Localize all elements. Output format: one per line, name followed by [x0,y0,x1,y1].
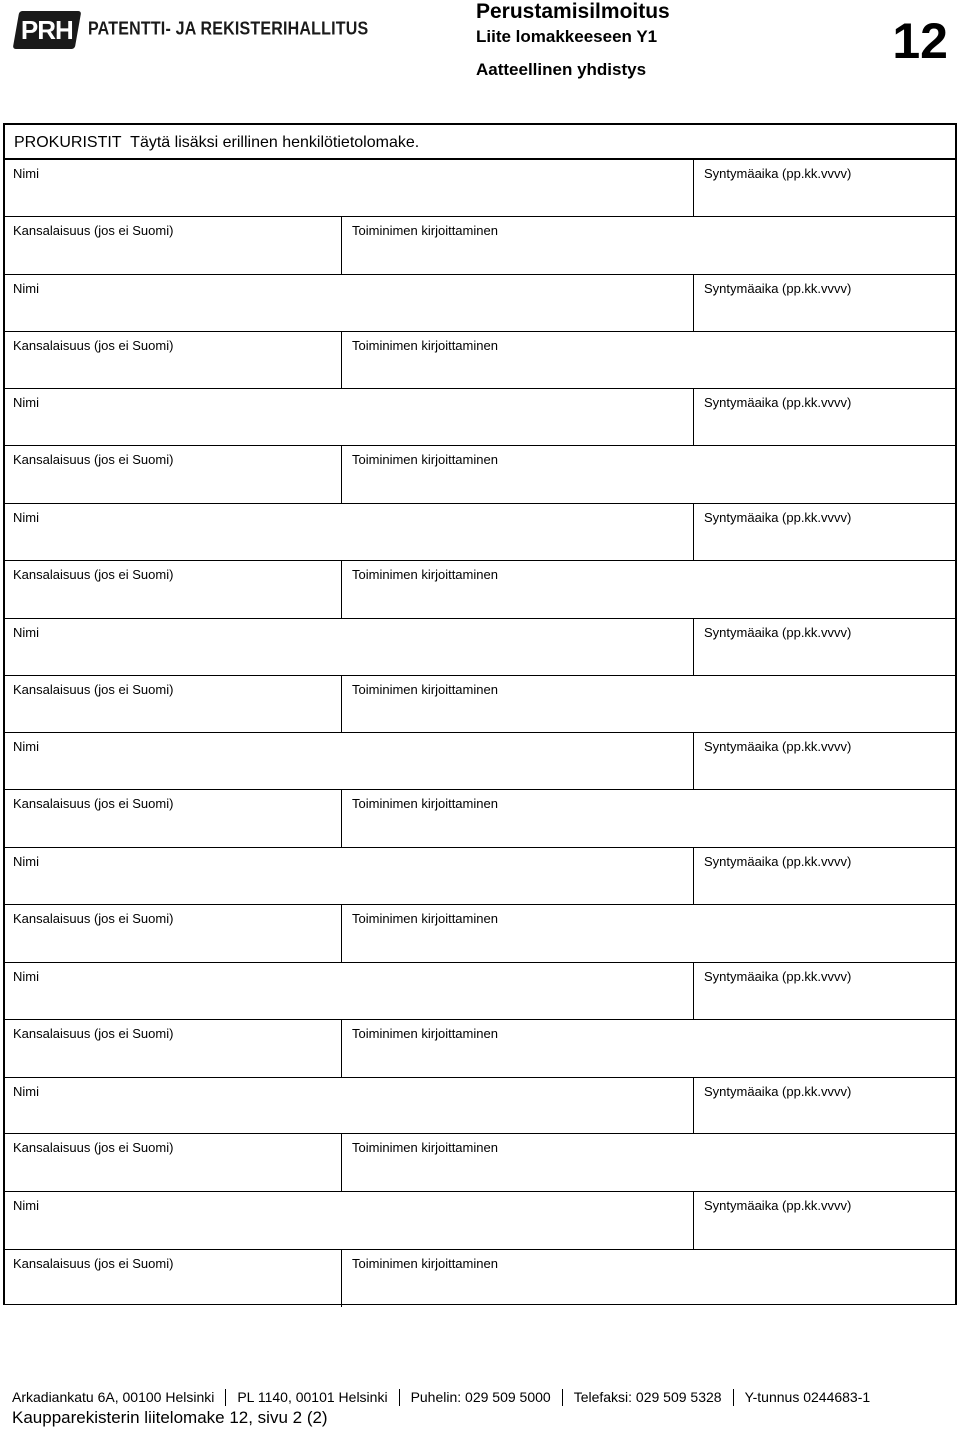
entry-row-details [5,676,955,733]
birth-date-field[interactable]: Syntymäaika (pp.kk.vvvv) [704,739,852,755]
form-title: Perustamisilmoitus [476,0,670,23]
entry-row-details [5,905,955,962]
prh-logo-mark [13,11,82,49]
procurators-form [3,123,957,1305]
birth-date-field[interactable]: Syntymäaika (pp.kk.vvvv) [704,166,852,181]
procurator-entry [5,160,955,275]
nationality-field[interactable]: Kansalaisuus (jos ei Suomi) [5,217,342,274]
signing-authority-field[interactable]: Toiminimen kirjoittaminen [352,681,498,697]
prh-logo [16,10,368,50]
entry-row-details [5,446,955,503]
signing-authority-field[interactable]: Toiminimen kirjoittaminen [352,222,498,238]
entry-row-name [5,1192,955,1249]
procurator-entry [5,733,955,848]
nationality-field[interactable]: Kansalaisuus (jos ei Suomi) [5,1020,342,1077]
signing-authority-field[interactable]: Toiminimen kirjoittaminen [352,910,498,926]
footer-fax: Telefaksi: 029 509 5328 [562,1389,733,1406]
name-field[interactable]: Nimi [5,389,694,445]
procurator-entry [5,619,955,734]
name-field[interactable]: Nimi [5,275,694,331]
nationality-field[interactable]: Kansalaisuus (jos ei Suomi) [5,1250,342,1307]
entry-row-details [5,1020,955,1077]
procurator-entry [5,1078,955,1193]
name-field[interactable]: Nimi [5,848,694,904]
signing-authority-field[interactable]: Toiminimen kirjoittaminen [352,1025,498,1041]
entry-row-details [5,332,955,389]
birth-date-field[interactable]: Syntymäaika (pp.kk.vvvv) [704,510,852,526]
procurator-entry [5,504,955,619]
name-field[interactable]: Nimi [5,733,694,789]
footer-phone: Puhelin: 029 509 5000 [399,1389,562,1406]
entry-row-details [5,217,955,274]
footer-contact [12,1389,881,1406]
prh-logo-text: PATENTTI- JA REKISTERIHALLITUS [88,19,369,40]
entry-row-details [5,790,955,847]
section-instruction: Täytä lisäksi erillinen henkilötietolomake. [130,134,420,151]
name-field[interactable]: Nimi [5,504,694,560]
form-subtitle: Liite lomakkeeseen Y1 [476,27,658,46]
procurator-entry [5,1192,955,1307]
signing-authority-field[interactable]: Toiminimen kirjoittaminen [352,337,498,353]
procurator-entry [5,275,955,390]
nationality-field[interactable]: Kansalaisuus (jos ei Suomi) [5,561,342,618]
procurator-entries [5,160,955,1307]
prh-logo-letters: PRH [21,14,73,45]
birth-date-field[interactable]: Syntymäaika (pp.kk.vvvv) [704,968,852,984]
footer-business-id: Y-tunnus 0244683-1 [733,1389,882,1406]
nationality-field[interactable]: Kansalaisuus (jos ei Suomi) [5,905,342,962]
entry-row-name [5,160,955,217]
nationality-field[interactable]: Kansalaisuus (jos ei Suomi) [5,676,342,733]
entry-row-details [5,1134,955,1191]
entry-row-name [5,504,955,561]
name-field[interactable]: Nimi [5,963,694,1019]
form-type: Aatteellinen yhdistys [476,60,647,79]
procurator-entry [5,963,955,1078]
entry-row-details [5,561,955,618]
entry-row-name [5,963,955,1020]
name-field[interactable]: Nimi [5,619,694,675]
section-title: PROKURISTIT [14,134,122,151]
birth-date-field[interactable]: Syntymäaika (pp.kk.vvvv) [704,624,852,640]
entry-row-details [5,1250,955,1307]
name-field[interactable]: Nimi [5,1078,694,1134]
entry-row-name [5,848,955,905]
birth-date-field[interactable]: Syntymäaika (pp.kk.vvvv) [704,280,852,296]
procurator-entry [5,389,955,504]
footer-postal: PL 1140, 00101 Helsinki [225,1389,398,1406]
birth-date-field[interactable]: Syntymäaika (pp.kk.vvvv) [704,854,852,870]
nationality-field[interactable]: Kansalaisuus (jos ei Suomi) [5,1134,342,1191]
entry-row-name [5,733,955,790]
signing-authority-field[interactable]: Toiminimen kirjoittaminen [352,1140,498,1156]
procurator-entry [5,848,955,963]
signing-authority-field[interactable]: Toiminimen kirjoittaminen [352,566,498,582]
birth-date-field[interactable]: Syntymäaika (pp.kk.vvvv) [704,1083,852,1099]
footer-page-info: Kaupparekisterin liitelomake 12, sivu 2 (2) [12,1408,328,1427]
footer-address: Arkadiankatu 6A, 00100 Helsinki [12,1389,215,1405]
birth-date-field[interactable]: Syntymäaika (pp.kk.vvvv) [704,395,852,411]
entry-row-name [5,1078,955,1135]
signing-authority-field[interactable]: Toiminimen kirjoittaminen [352,1255,498,1271]
entry-row-name [5,389,955,446]
entry-row-name [5,275,955,332]
name-field[interactable]: Nimi [5,1192,694,1248]
section-header [5,125,955,160]
form-number: 12 [892,13,948,69]
nationality-field[interactable]: Kansalaisuus (jos ei Suomi) [5,446,342,503]
name-field[interactable]: Nimi [5,160,694,216]
signing-authority-field[interactable]: Toiminimen kirjoittaminen [352,452,498,468]
nationality-field[interactable]: Kansalaisuus (jos ei Suomi) [5,790,342,847]
nationality-field[interactable]: Kansalaisuus (jos ei Suomi) [5,332,342,389]
birth-date-field[interactable]: Syntymäaika (pp.kk.vvvv) [704,1198,852,1214]
signing-authority-field[interactable]: Toiminimen kirjoittaminen [352,796,498,812]
entry-row-name [5,619,955,676]
